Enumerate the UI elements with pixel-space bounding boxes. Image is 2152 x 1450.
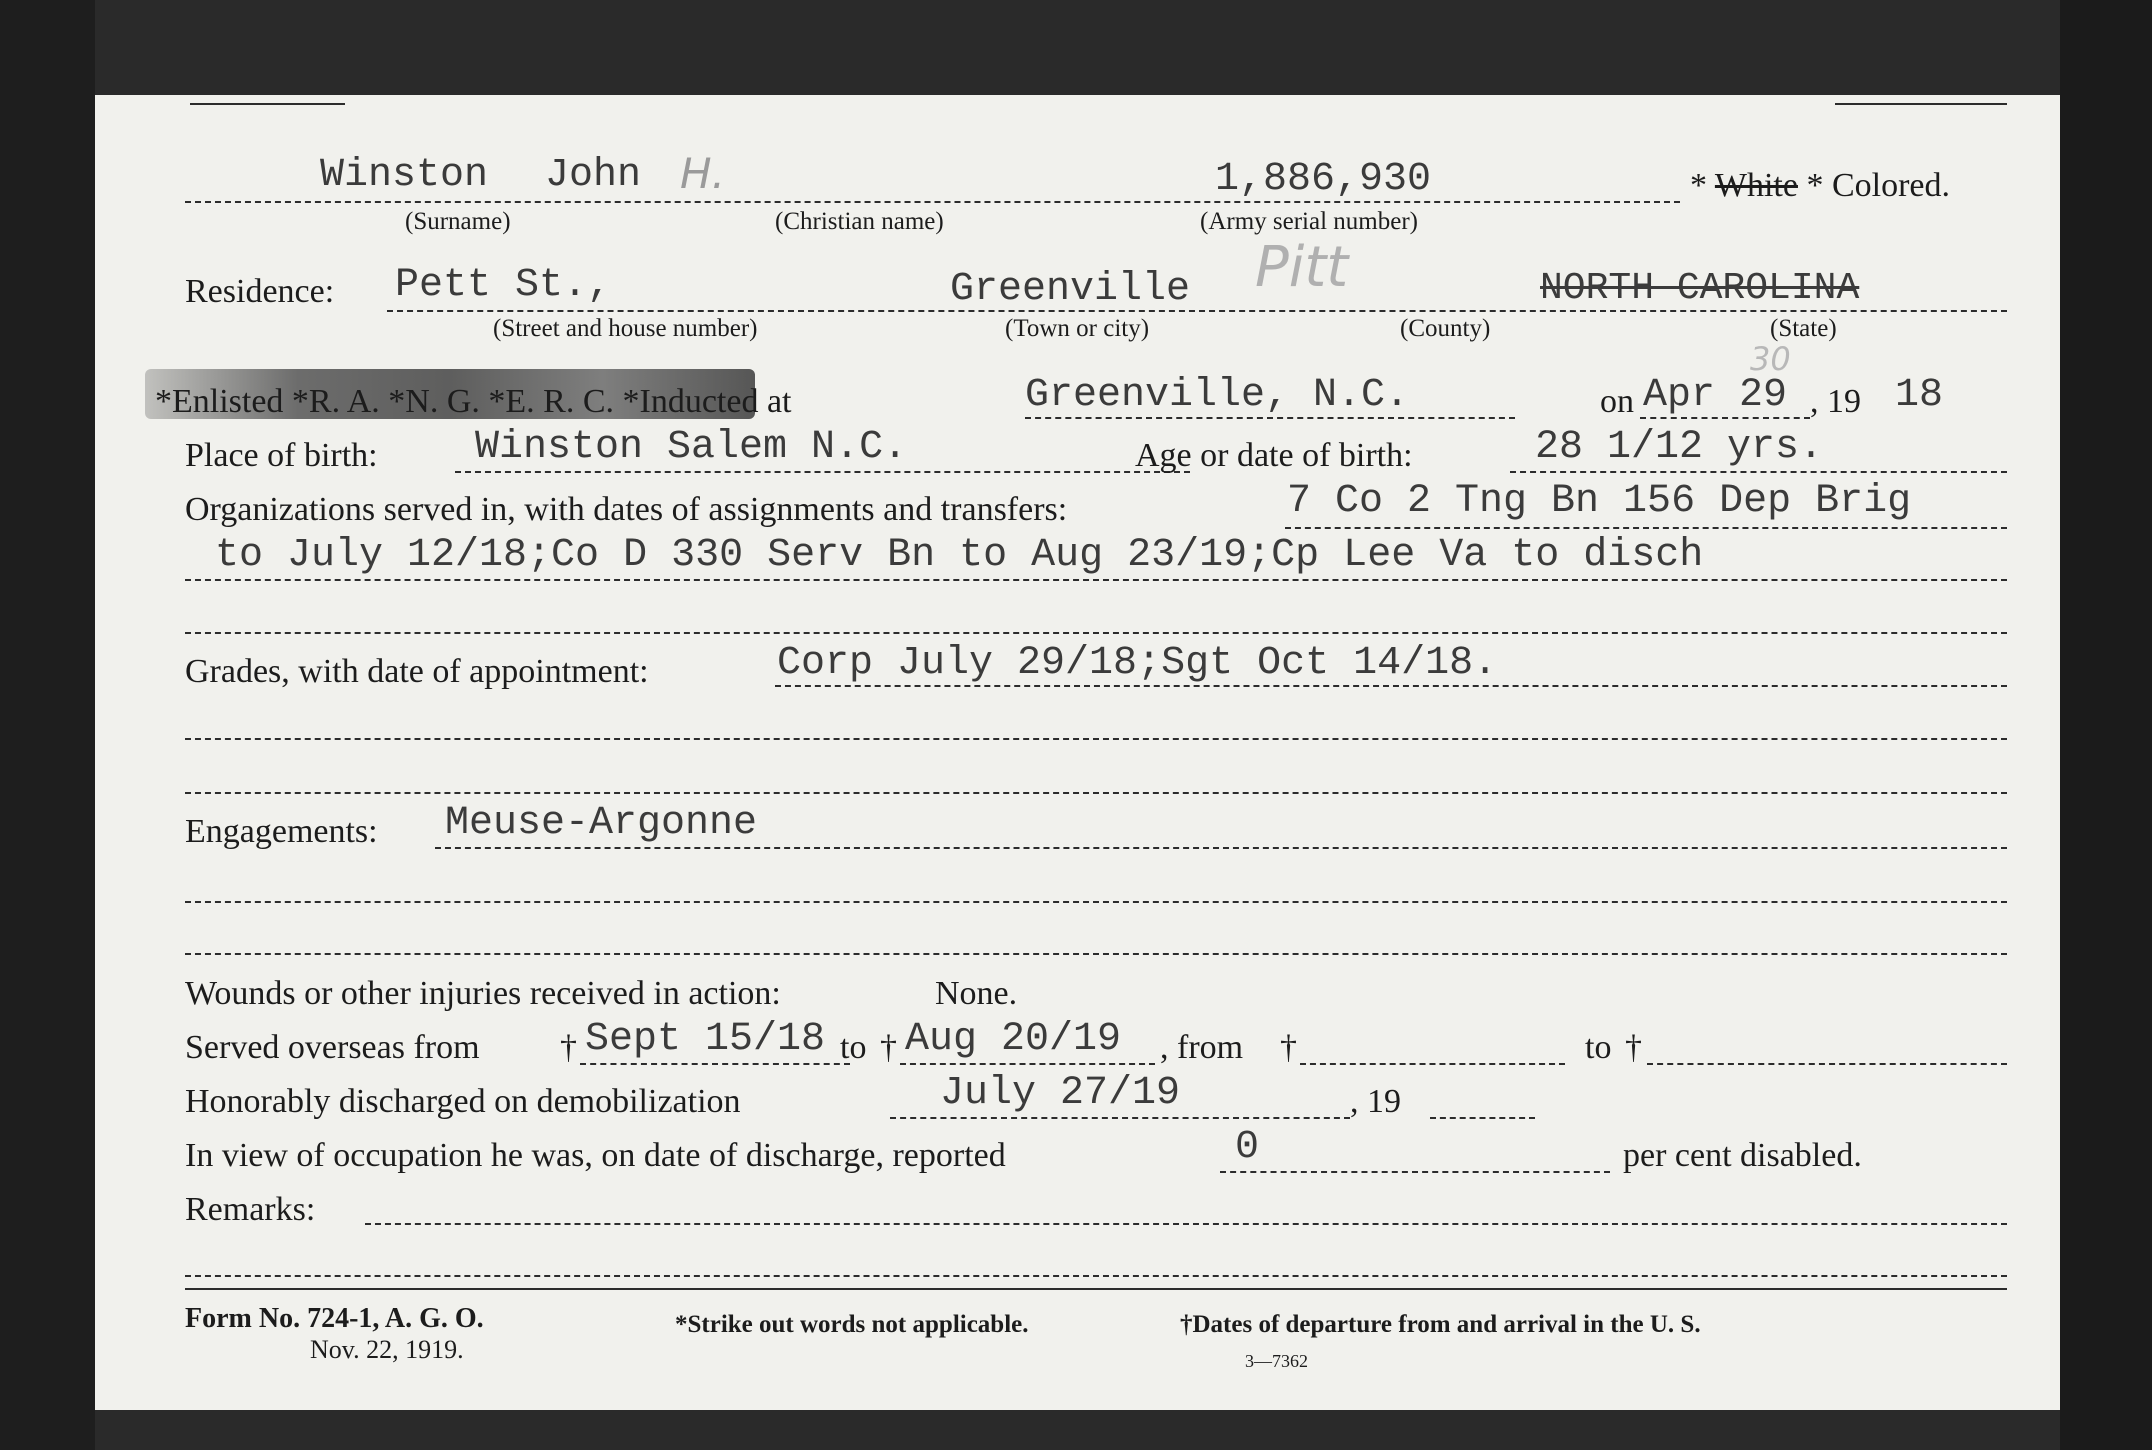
top-rule-left bbox=[190, 103, 345, 105]
surname-value: Winston bbox=[320, 153, 489, 198]
overseas-from-line-2 bbox=[1300, 1063, 1565, 1065]
name-line bbox=[185, 201, 1680, 203]
discharge-label: Honorably discharged on demobilization bbox=[185, 1083, 741, 1120]
organizations-line-1 bbox=[1285, 527, 2007, 529]
race-white-struck: White bbox=[1714, 167, 1798, 204]
grades-line-2 bbox=[185, 738, 2007, 740]
strike-out-note: *Strike out words not applicable. bbox=[675, 1311, 1029, 1338]
town-caption: (Town or city) bbox=[1005, 315, 1150, 342]
engagements-line-2 bbox=[185, 901, 2007, 903]
residence-label: Residence: bbox=[185, 273, 335, 310]
age-value: 28 1/12 yrs. bbox=[1535, 425, 1824, 470]
disability-suffix: per cent disabled. bbox=[1623, 1137, 1862, 1174]
overseas-to-line bbox=[900, 1063, 1155, 1065]
overseas-to-line-2 bbox=[1647, 1063, 2007, 1065]
race-field bbox=[1690, 167, 1950, 205]
overseas-to-label: to bbox=[840, 1029, 867, 1066]
grades-value: Corp July 29/18;Sgt Oct 14/18. bbox=[777, 641, 1498, 686]
grades-line-3 bbox=[185, 792, 2007, 794]
dagger-3: † bbox=[1280, 1029, 1297, 1066]
discharge-year-suffix: , 19 bbox=[1350, 1083, 1401, 1120]
overseas-from-line bbox=[580, 1063, 850, 1065]
print-code: 3—7362 bbox=[1245, 1351, 1308, 1371]
residence-street-value: Pett St., bbox=[395, 263, 612, 308]
organizations-line-3 bbox=[185, 632, 2007, 634]
form-date: Nov. 22, 1919. bbox=[310, 1335, 464, 1364]
discharge-date-value: July 27/19 bbox=[940, 1071, 1181, 1116]
serial-number-value: 1,886,930 bbox=[1215, 157, 1432, 202]
dagger-1: † bbox=[560, 1029, 577, 1066]
place-of-birth-line bbox=[455, 471, 1190, 473]
race-prefix: * bbox=[1690, 167, 1707, 204]
dagger-4: † bbox=[1625, 1029, 1642, 1066]
disability-label: In view of occupation he was, on date of discharge, reported bbox=[185, 1137, 1006, 1174]
engagements-line-3 bbox=[185, 953, 2007, 955]
remarks-line-2 bbox=[185, 1275, 2007, 1277]
dagger-note: †Dates of departure from and arrival in the U. S. bbox=[1180, 1311, 1701, 1338]
on-label: on bbox=[1600, 383, 1634, 420]
discharge-year-line bbox=[1430, 1117, 1535, 1119]
year-prefix: , 19 bbox=[1810, 383, 1861, 420]
race-colored: Colored. bbox=[1831, 167, 1951, 204]
top-rule-right bbox=[1835, 103, 2007, 105]
inducted-date-value: Apr 29 bbox=[1643, 373, 1788, 418]
footer-rule bbox=[185, 1288, 2007, 1290]
enlistment-label: *Enlisted *R. A. *N. G. *E. R. C. *Inducted at bbox=[155, 383, 792, 420]
county-caption: (County) bbox=[1400, 315, 1491, 342]
disability-line bbox=[1220, 1171, 1610, 1173]
surname-caption: (Surname) bbox=[405, 208, 511, 235]
discharge-line bbox=[890, 1117, 1350, 1119]
engagements-value: Meuse-Argonne bbox=[445, 801, 758, 846]
organizations-label: Organizations served in, with dates of assignments and transfers: bbox=[185, 491, 1068, 528]
form-number: Form No. 724-1, A. G. O. bbox=[185, 1303, 484, 1334]
engagements-line-1 bbox=[435, 847, 2007, 849]
christian-name-caption: (Christian name) bbox=[775, 208, 944, 235]
disability-value: 0 bbox=[1235, 1125, 1260, 1170]
inducted-at-value: Greenville, N.C. bbox=[1025, 373, 1410, 418]
residence-town-value: Greenville bbox=[950, 267, 1191, 312]
state-caption: (State) bbox=[1770, 315, 1837, 342]
overseas-to-value: Aug 20/19 bbox=[905, 1017, 1122, 1062]
race-separator: * bbox=[1806, 167, 1824, 204]
organizations-value-line1: 7 Co 2 Tng Bn 156 Dep Brig bbox=[1287, 479, 1912, 524]
dagger-2: † bbox=[880, 1029, 897, 1066]
age-line bbox=[1510, 471, 2007, 473]
overseas-to-label-2: to bbox=[1585, 1029, 1612, 1066]
street-caption: (Street and house number) bbox=[493, 315, 758, 342]
middle-initial-value: H. bbox=[680, 149, 725, 198]
organizations-value-line2: to July 12/18;Co D 330 Serv Bn to Aug 23/19;Cp Lee Va to disch bbox=[215, 533, 1704, 578]
remarks-label: Remarks: bbox=[185, 1191, 316, 1228]
residence-line bbox=[387, 310, 2007, 312]
age-label: Age or date of birth: bbox=[1135, 437, 1413, 474]
inducted-year-value: 18 bbox=[1895, 373, 1944, 418]
organizations-line-2 bbox=[185, 579, 2007, 581]
grades-label: Grades, with date of appointment: bbox=[185, 653, 649, 690]
remarks-line-1 bbox=[365, 1223, 2007, 1225]
scanner-background-left bbox=[0, 0, 95, 1450]
date-correction: 30 bbox=[1750, 340, 1791, 378]
wounds-label: Wounds or other injuries received in action: bbox=[185, 975, 781, 1012]
scanner-background-right bbox=[2060, 0, 2152, 1450]
serial-number-caption: (Army serial number) bbox=[1200, 208, 1418, 235]
service-record-card bbox=[95, 95, 2060, 1410]
place-of-birth-value: Winston Salem N.C. bbox=[475, 425, 908, 470]
wounds-value: None. bbox=[935, 975, 1018, 1012]
place-of-birth-label: Place of birth: bbox=[185, 437, 378, 474]
residence-county-value: Pitt bbox=[1255, 235, 1349, 300]
overseas-from-label-2: , from bbox=[1160, 1029, 1244, 1066]
residence-state-value: NORTH CAROLINA bbox=[1540, 267, 1860, 310]
engagements-label: Engagements: bbox=[185, 813, 378, 850]
overseas-from-value: Sept 15/18 bbox=[585, 1017, 826, 1062]
christian-name-value: John bbox=[545, 153, 642, 198]
overseas-label: Served overseas from bbox=[185, 1029, 480, 1066]
